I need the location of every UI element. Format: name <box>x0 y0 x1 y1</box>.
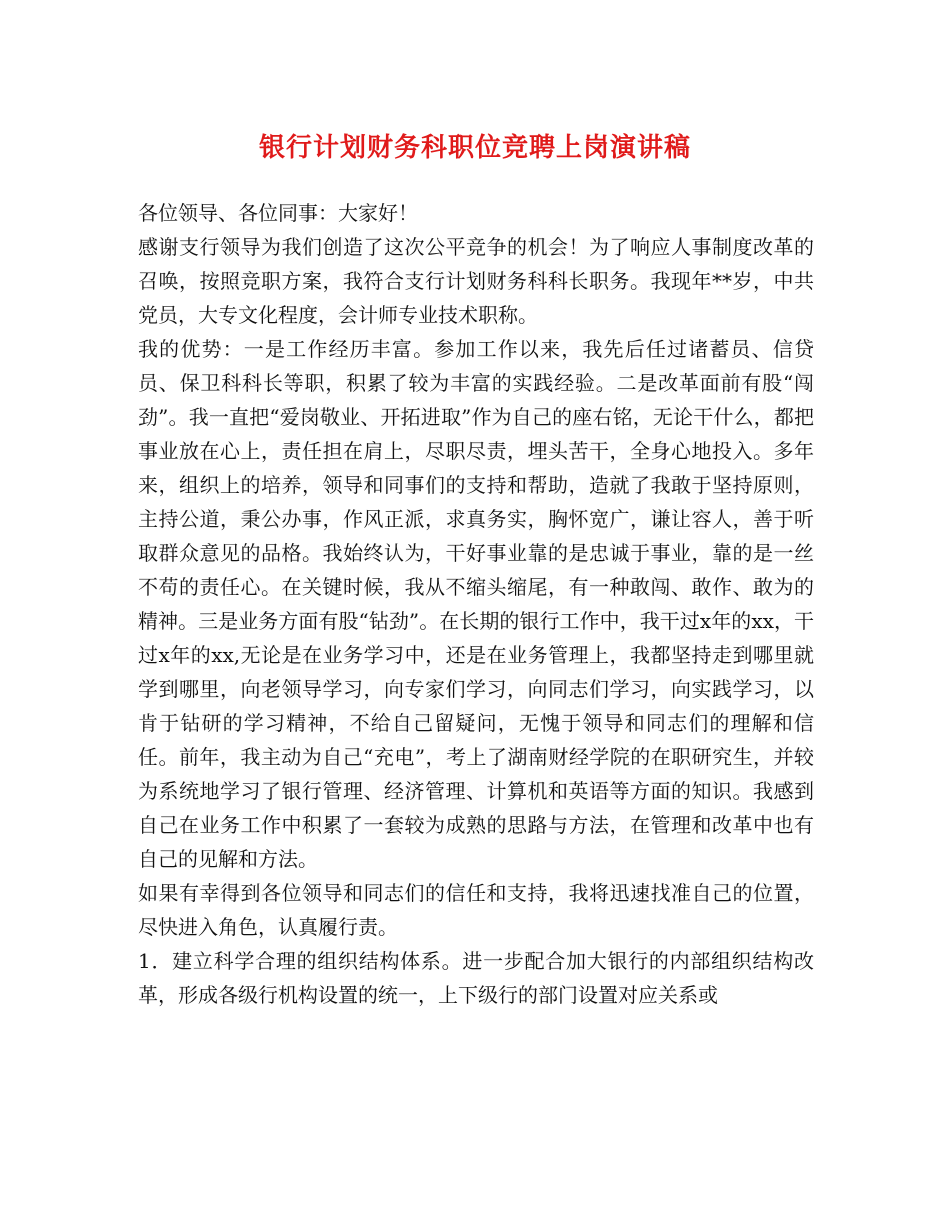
intro-paragraph: 感谢支行领导为我们创造了这次公平竞争的机会！为了响应人事制度改革的召唤，按照竞职方案，我符合支行计划财务科科长职务。我现年**岁，中共党员，大专文化程度，会计师专业技术职称。 <box>138 235 814 327</box>
plan-item-1-paragraph: 1．建立科学合理的组织结构体系。进一步配合加大银行的内部组织结构改革，形成各级行机构设置的统一，上下级行的部门设置对应关系或 <box>138 949 814 1007</box>
greeting-paragraph: 各位领导、各位同事：大家好！ <box>138 201 418 225</box>
commitment-paragraph: 如果有幸得到各位领导和同志们的信任和支持，我将迅速找准自己的位置，尽快进入角色，认真履行责。 <box>138 881 814 939</box>
strengths-paragraph: 我的优势：一是工作经历丰富。参加工作以来，我先后任过诸蓄员、信贷员、保卫科科长等职，积累了较为丰富的实践经验。二是改革面前有股“闯劲”。我一直把“爱岗敬业、开拓进取”作为自己的座右铭，无论干什么，都把事业放在心上，责任担在肩上，尽职尽责，埋头苦干，全身心地投入。多年来，组织上的培养，领导和同事们的支持和帮助，造就了我敢于坚持原则，主持公道，秉公办事，作风正派，求真务实，胸怀宽广，谦让容人，善于听取群众意见的品格。我始终认为，干好事业靠的是忠诚于事业，靠的是一丝不苟的责任心。在关键时候，我从不缩头缩尾，有一种敢闯、敢作、敢为的精神。三是业务方面有股“钻劲”。在长期的银行工作中，我干过x年的xx，干过x年的xx,无论是在业务学习中，还是在业务管理上，我都坚持走到哪里就学到哪里，向老领导学习，向专家们学习，向同志们学习，向实践学习，以肯于钻研的学习精神，不给自己留疑问，无愧于领导和同志们的理解和信任。前年，我主动为自己“充电”，考上了湖南财经学院的在职研究生，并较为系统地学习了银行管理、经济管理、计算机和英语等方面的知识。我感到自己在业务工作中积累了一套较为成熟的思路与方法，在管理和改革中也有自己的见解和方法。 <box>138 337 814 871</box>
document-title: 银行计划财务科职位竞聘上岗演讲稿 <box>258 133 691 163</box>
document-body <box>138 196 814 1012</box>
